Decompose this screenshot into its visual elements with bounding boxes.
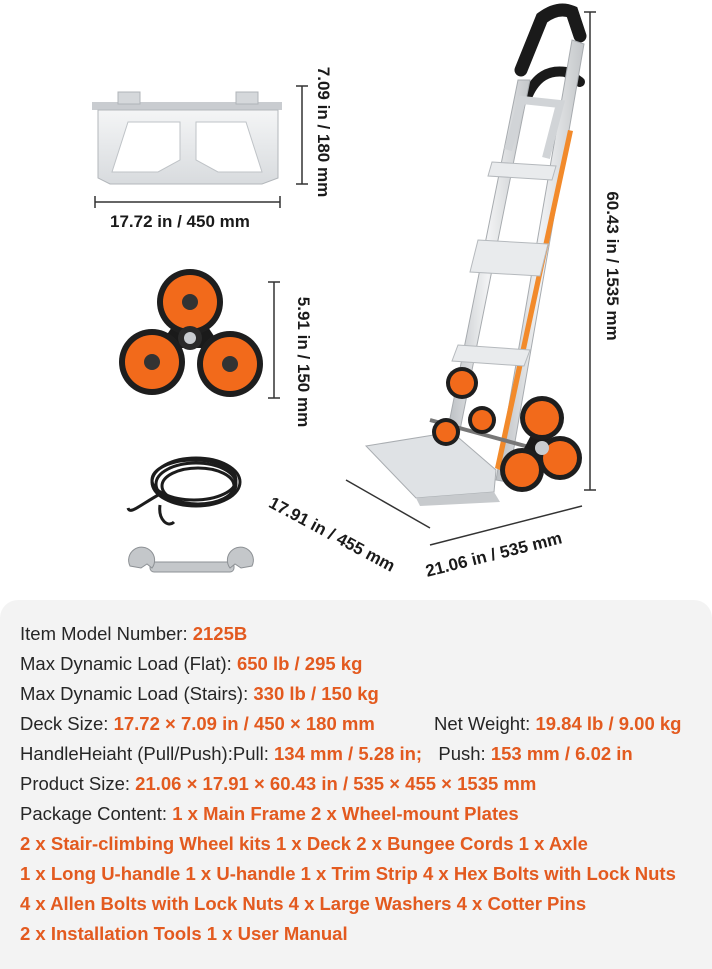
package-item: 2 x Stair-climbing Wheel kits [20,833,271,854]
spec-value: 21.06 × 17.91 × 60.43 in / 535 × 455 × 1535 mm [135,773,537,794]
hand-truck-icon [366,10,584,506]
package-item: 2 x Bungee Cords [356,833,514,854]
spec-deck-row [20,713,375,735]
spec-label: Push: [438,743,486,764]
spec-label: Deck Size: [20,713,109,734]
deck-plate-icon [92,92,282,184]
spec-weight-row [434,713,681,735]
spec-package-row [20,893,586,915]
spec-value: 153 mm / 6.02 in [490,743,633,764]
base-width-label: 21.06 in / 535 mm [423,528,564,581]
spec-value: 17.72 × 7.09 in / 450 × 180 mm [113,713,375,734]
package-item: 1 x Axle [518,833,588,854]
deck-width-label: 17.72 in / 450 mm [110,212,250,231]
package-item: 1 x U-handle [185,863,296,884]
base-depth-label: 17.91 in / 455 mm [265,493,399,576]
spec-label: Product Size: [20,773,131,794]
spec-package-row [20,833,588,855]
deck-depth-label: 7.09 in / 180 mm [314,66,333,198]
specifications-panel [0,600,712,969]
spec-label: HandleHeiaht (Pull/Push):Pull: [20,743,269,764]
package-item: 2 x Installation Tools [20,923,202,944]
spec-value: 19.84 lb / 9.00 kg [535,713,682,734]
spec-label: Max Dynamic Load (Flat): [20,653,232,674]
spec-model-row [20,623,247,645]
package-item: 4 x Allen Bolts with Lock Nuts [20,893,284,914]
package-item: 1 x Deck [275,833,352,854]
spec-package-row [20,803,519,825]
spec-package-row [20,923,348,945]
package-item: 1 x Trim Strip [300,863,418,884]
spec-label: Package Content: [20,803,168,824]
package-item: 1 x Long U-handle [20,863,181,884]
spec-package-row [20,863,676,885]
spec-product-size-row [20,773,536,795]
spec-load-flat-row [20,653,362,675]
package-item: 2 x Wheel-mount Plates [311,803,519,824]
spec-value: 134 mm / 5.28 in; [274,743,423,764]
package-item: 1 x User Manual [206,923,348,944]
spec-handle-row [20,743,633,765]
package-item: 4 x Large Washers [288,893,452,914]
spec-value: 330 lb / 150 kg [253,683,379,704]
wrench-icon [129,547,254,572]
spec-label: Net Weight: [434,713,531,734]
wheel-size-label: 5.91 in / 150 mm [294,296,313,428]
spec-load-stairs-row [20,683,379,705]
spec-label: Max Dynamic Load (Stairs): [20,683,249,704]
spec-value: 2125B [192,623,248,644]
bungee-cord-icon [128,458,240,524]
package-item: 4 x Cotter Pins [456,893,587,914]
height-label: 60.43 in / 1535 mm [603,191,622,341]
spec-label: Item Model Number: [20,623,188,644]
package-item: 4 x Hex Bolts with Lock Nuts [422,863,676,884]
package-item: 1 x Main Frame [172,803,306,824]
spec-value: 650 lb / 295 kg [236,653,363,674]
stair-wheel-icon [119,269,263,397]
